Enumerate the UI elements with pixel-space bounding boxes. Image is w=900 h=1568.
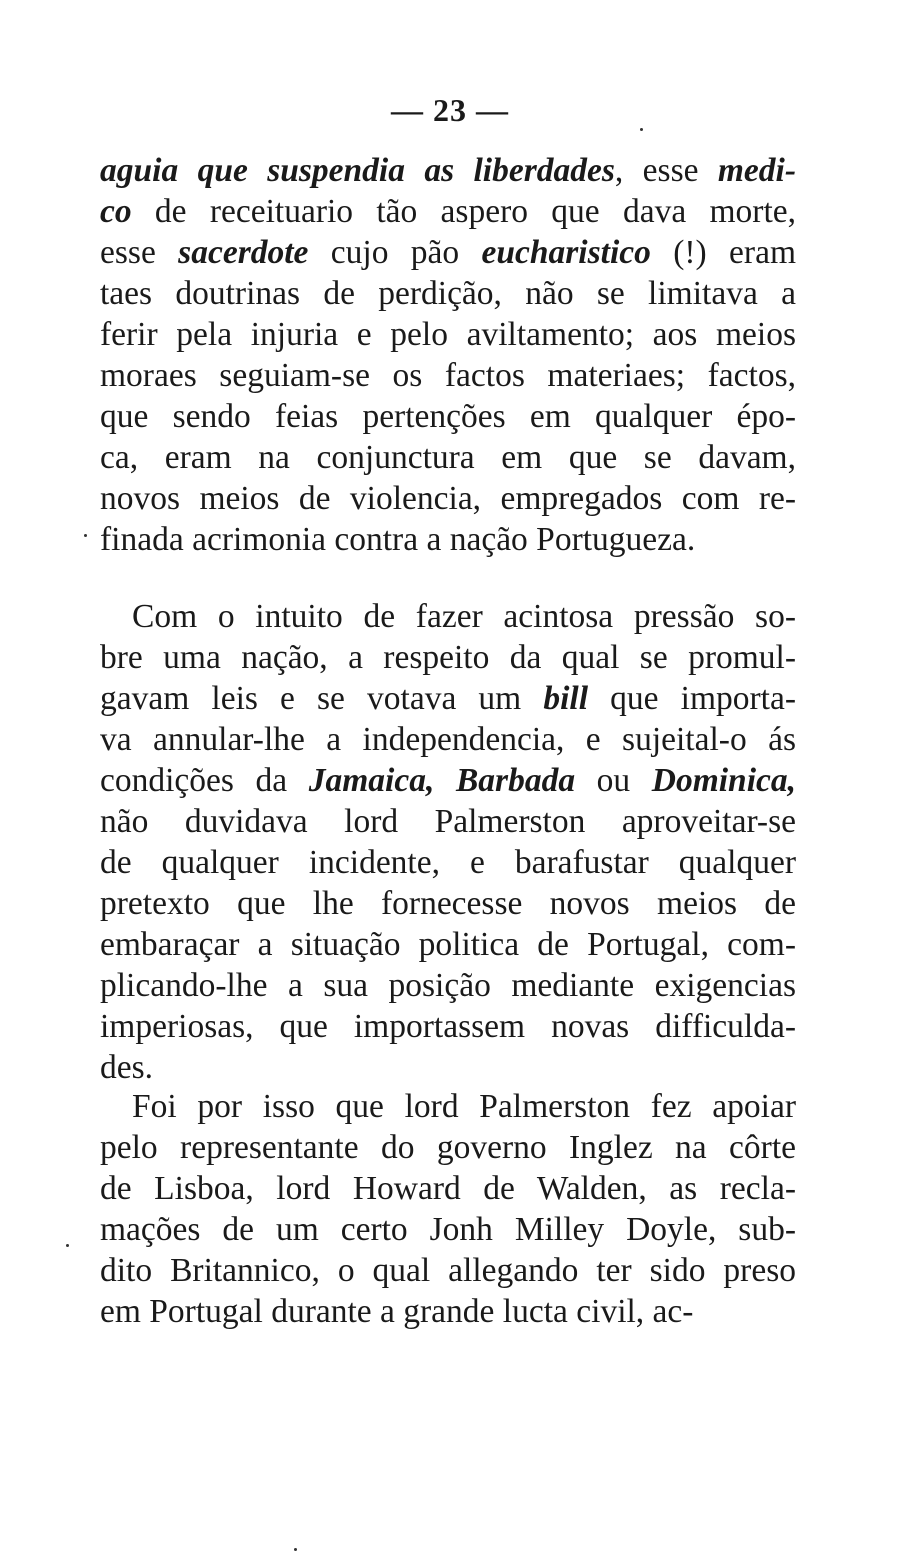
italic-text: co: [100, 193, 132, 230]
text-run: de Lisboa, lord Howard de Walden, as recla-: [100, 1170, 796, 1207]
text-run: dito Britannico, o qual allegando ter sido preso: [100, 1252, 796, 1289]
text-run: finada acrimonia contra a nação Portugueza.: [100, 521, 696, 558]
text-run: taes doutrinas de perdição, não se limitava a: [100, 275, 796, 312]
text-line: [100, 678, 796, 719]
text-line: [100, 1006, 796, 1047]
italic-text: Dominica,: [651, 762, 796, 799]
paragraph-3: [100, 1086, 796, 1332]
text-line: [100, 519, 796, 560]
italic-text: eucharistico: [481, 234, 651, 271]
text-line: [100, 273, 796, 314]
text-line: [100, 883, 796, 924]
italic-text: sacerdote: [178, 234, 309, 271]
italic-text: Jamaica, Barbada: [308, 762, 576, 799]
text-line: [100, 1168, 796, 1209]
paragraph-2: [100, 596, 796, 1088]
text-line: [100, 1250, 796, 1291]
text-line: [100, 596, 796, 637]
text-run: que sendo feias pertenções em qualquer épo-: [100, 398, 796, 435]
text-run: moraes seguiam-se os factos materiaes; factos,: [100, 357, 796, 394]
text-run: (!) eram: [650, 234, 797, 271]
text-run: plicando-lhe a sua posição mediante exigencias: [100, 967, 796, 1004]
text-run: ca, eram na conjunctura em que se davam,: [100, 439, 796, 476]
text-line: [100, 396, 796, 437]
text-run: não duvidava lord Palmerston aproveitar-se: [100, 803, 796, 840]
text-run: gavam leis e se votava um: [100, 680, 544, 717]
text-run: pelo representante do governo Inglez na côrte: [100, 1129, 796, 1166]
paragraph-1: [100, 150, 796, 560]
text-run: pretexto que lhe fornecesse novos meios de: [100, 885, 796, 922]
text-line: [100, 1291, 796, 1332]
text-run: condições da: [100, 762, 309, 799]
text-line: [100, 191, 796, 232]
scan-speck: [84, 534, 87, 537]
text-line: [100, 150, 796, 191]
text-line: [100, 437, 796, 478]
text-line: [100, 965, 796, 1006]
text-line: [100, 355, 796, 396]
text-run: de receituario tão aspero que dava morte,: [131, 193, 796, 230]
text-run: Com o intuito de fazer acintosa pressão so-: [132, 598, 796, 635]
text-line: [100, 478, 796, 519]
text-line: [100, 1127, 796, 1168]
text-line: [100, 760, 796, 801]
page-number: — 23 —: [391, 92, 509, 128]
text-run: bre uma nação, a respeito da qual se promul-: [100, 639, 796, 676]
scan-speck: [294, 1548, 297, 1551]
text-run: esse: [100, 234, 179, 271]
text-line: [100, 637, 796, 678]
text-line: [100, 1086, 796, 1127]
text-line: [100, 1047, 796, 1088]
scan-speck: [66, 1244, 69, 1247]
italic-text: medi-: [717, 152, 796, 189]
italic-text: aguia que suspendia as liberdades: [100, 152, 615, 189]
text-run: va annular-lhe a independencia, e sujeital-o ás: [100, 721, 796, 758]
text-run: cujo pão: [308, 234, 482, 271]
text-run: de qualquer incidente, e barafustar qualquer: [100, 844, 796, 881]
text-line: [100, 842, 796, 883]
text-run: ferir pela injuria e pelo aviltamento; aos meios: [100, 316, 796, 353]
text-run: , esse: [614, 152, 718, 189]
text-line: [100, 924, 796, 965]
text-line: [100, 314, 796, 355]
text-line: [100, 1209, 796, 1250]
scan-speck: [640, 128, 643, 131]
text-run: ou: [575, 762, 652, 799]
text-run: novos meios de violencia, empregados com re-: [100, 480, 796, 517]
text-line: [100, 232, 796, 273]
text-run: embaraçar a situação politica de Portugal, com-: [100, 926, 796, 963]
text-run: em Portugal durante a grande lucta civil, ac-: [100, 1293, 694, 1330]
text-run: que importa-: [588, 680, 796, 717]
text-run: imperiosas, que importassem novas difficulda-: [100, 1008, 796, 1045]
italic-text: bill: [543, 680, 589, 717]
text-run: des.: [100, 1049, 154, 1086]
text-line: [100, 801, 796, 842]
text-run: Foi por isso que lord Palmerston fez apoiar: [132, 1088, 796, 1125]
text-run: mações de um certo Jonh Milley Doyle, sub-: [100, 1211, 796, 1248]
text-line: [100, 719, 796, 760]
